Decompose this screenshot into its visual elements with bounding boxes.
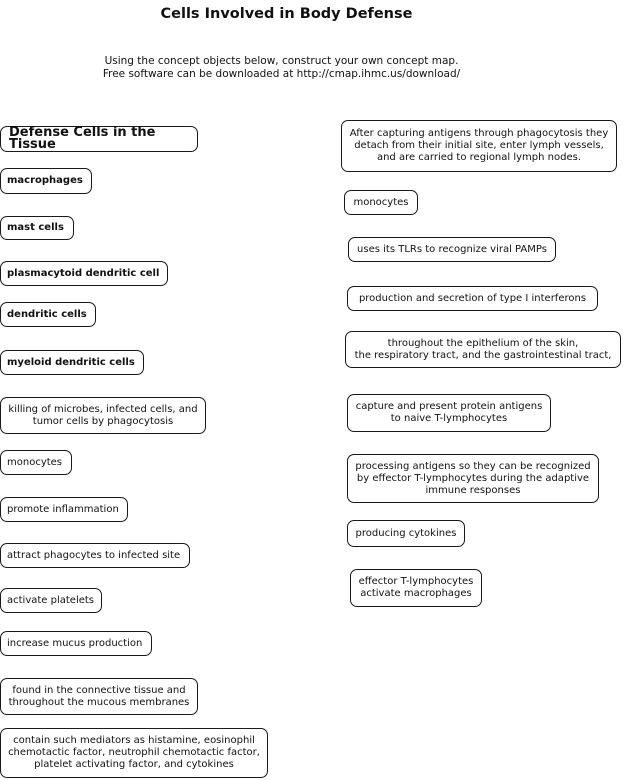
concept-found-in-connective-tissue[interactable]: found in the connective tissue and throughout the mucous membranes — [0, 678, 198, 715]
instructions — [0, 55, 563, 81]
concept-mast-cells[interactable]: mast cells — [0, 216, 74, 240]
concept-dendritic-cells[interactable]: dendritic cells — [0, 302, 96, 327]
concept-attract-phagocytes[interactable]: attract phagocytes to infected site — [0, 543, 190, 568]
concept-myeloid-dendritic-cells[interactable]: myeloid dendritic cells — [0, 350, 144, 375]
concept-promote-inflammation[interactable]: promote inflammation — [0, 497, 128, 522]
concept-defense-cells-in-the-tissue[interactable]: Defense Cells in the Tissue — [0, 126, 198, 152]
concept-macrophages[interactable]: macrophages — [0, 168, 92, 194]
concept-throughout-the-epithelium[interactable]: throughout the epithelium of the skin, the respiratory tract, and the gastrointestinal tract, — [345, 331, 621, 368]
instructions-line-2: Free software can be downloaded at http://cmap.ihmc.us/download/ — [102, 68, 461, 80]
concept-contain-mediators[interactable]: contain such mediators as histamine, eosinophil chemotactic factor, neutrophil chemotactic factor, platelet activating factor, and cytokines — [0, 728, 268, 778]
concept-monocytes-left[interactable]: monocytes — [0, 450, 72, 475]
concept-after-capturing-antigens[interactable]: After capturing antigens through phagocytosis they detach from their initial site, enter lymph vessels, and are carried to regional lymph nodes. — [341, 120, 617, 172]
concept-capture-and-present-antigens[interactable]: capture and present protein antigens to naive T-lymphocytes — [347, 394, 551, 432]
concept-effector-t-lymphocytes[interactable]: effector T-lymphocytes activate macrophages — [350, 569, 482, 607]
page-title: Cells Involved in Body Defense — [160, 6, 413, 22]
concept-increase-mucus-production[interactable]: increase mucus production — [0, 631, 152, 656]
concept-monocytes-right[interactable]: monocytes — [344, 190, 418, 215]
concept-producing-cytokines[interactable]: producing cytokines — [347, 520, 465, 547]
concept-processing-antigens[interactable]: processing antigens so they can be recognized by effector T-lymphocytes during the adaptive immune responses — [347, 454, 599, 503]
concept-activate-platelets[interactable]: activate platelets — [0, 588, 102, 613]
concept-uses-tlrs[interactable]: uses its TLRs to recognize viral PAMPs — [348, 237, 556, 262]
concept-type-i-interferons[interactable]: production and secretion of type I interferons — [347, 286, 598, 311]
concept-plasmacytoid-dendritic-cell[interactable]: plasmacytoid dendritic cell — [0, 261, 168, 286]
instructions-line-1: Using the concept objects below, construct your own concept map. — [104, 55, 459, 67]
concept-killing-of-microbes[interactable]: killing of microbes, infected cells, and tumor cells by phagocytosis — [0, 397, 206, 434]
